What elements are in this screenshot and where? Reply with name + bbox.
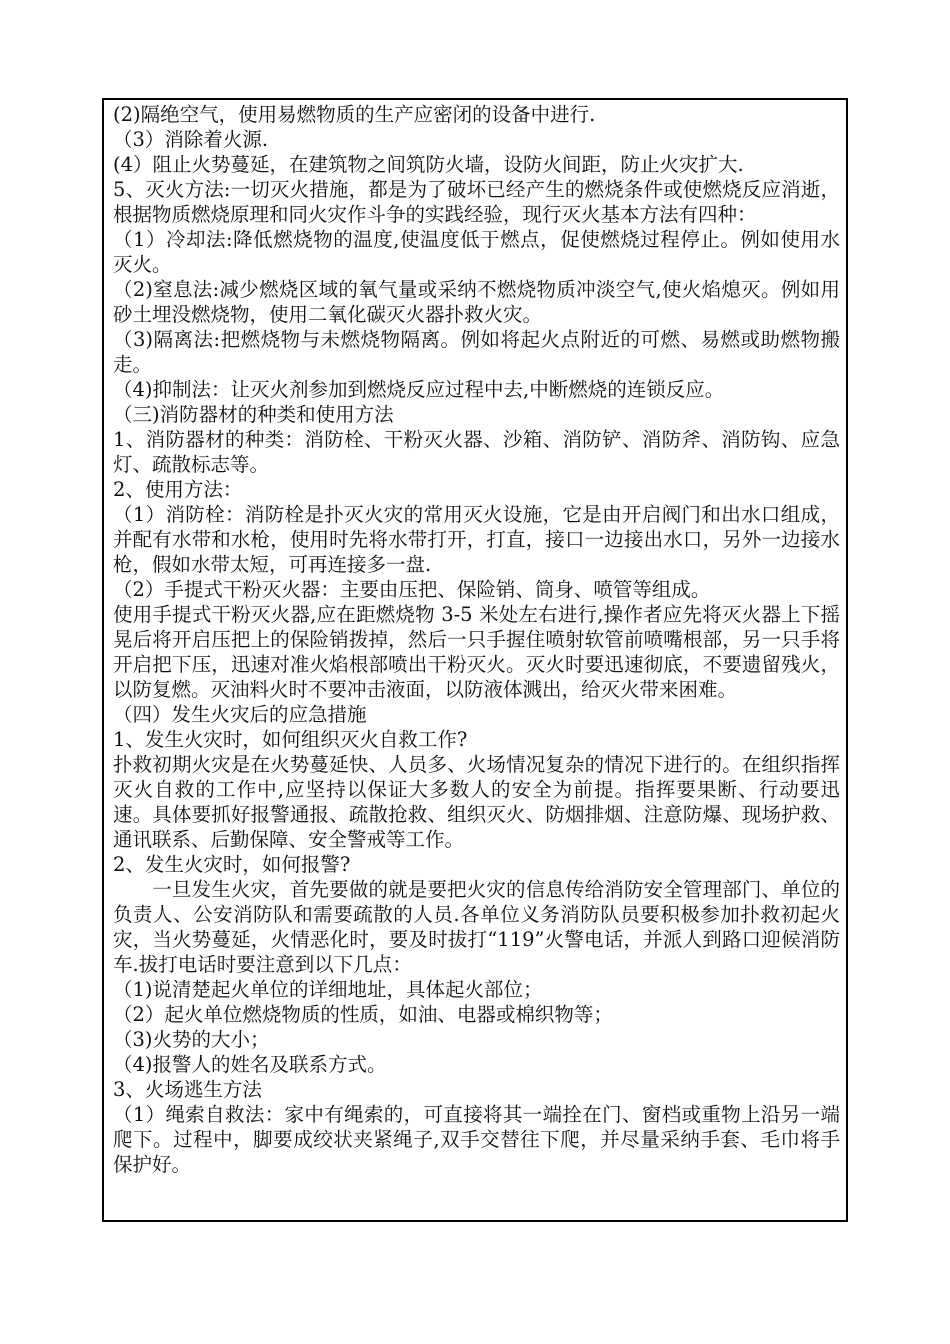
paragraph: (2)隔绝空气，使用易燃物质的生产应密闭的设备中进行. (113, 103, 596, 126)
paragraph: 3、火场逃生方法 (113, 1078, 262, 1101)
paragraph: （1）消防栓：消防栓是扑灭火灾的常用灭火设施，它是由开启阀门和出水口组成，并配有水带和水枪，使用时先将水带打开，打直，接口一边接出水口，另外一边接水枪，假如水带太短，可再连接多一盘. (113, 503, 840, 576)
document-frame (102, 98, 848, 1222)
paragraph: 5、灭火方法:一切灭火措施，都是为了破坏已经产生的燃烧条件或使燃烧反应消逝，根据物质燃烧原理和同火灾作斗争的实践经验，现行灭火基本方法有四种： (113, 178, 840, 226)
paragraph: 使用手提式干粉灭火器,应在距燃烧物 3-5 米处左右进行,操作者应先将灭火器上下摇晃后将开启压把上的保险销拨掉，然后一只手握住喷射软管前喷嘴根部，另一只手将开启把下压，迅速对准火焰根部喷出干粉灭火。灭火时要迅速彻底，不要遗留残火，以防复燃。灭油料火时不要冲击液面，以防液体溅出，给灭火带来困难。 (113, 603, 840, 701)
paragraph: 2、发生火灾时，如何报警? (113, 853, 351, 876)
paragraph: （1）绳索自救法：家中有绳索的，可直接将其一端拴在门、窗档或重物上沿另一端爬下。过程中，脚要成绞状夹紧绳子,双手交替往下爬，并尽量采纳手套、毛巾将手保护好。 (113, 1103, 840, 1176)
section-heading: （四）发生火灾后的应急措施 (113, 703, 367, 726)
paragraph: （1)说清楚起火单位的详细地址，具体起火部位； (113, 978, 543, 1001)
paragraph: （3)隔离法:把燃烧物与未燃烧物隔离。例如将起火点附近的可燃、易燃或助燃物搬走。 (113, 328, 840, 376)
paragraph: （3)火势的大小； (113, 1028, 270, 1051)
paragraph: （4)报警人的姓名及联系方式。 (113, 1053, 387, 1076)
paragraph: 1、消防器材的种类：消防栓、干粉灭火器、沙箱、消防铲、消防斧、消防钩、应急灯、疏散标志等。 (113, 428, 840, 476)
paragraph: 2、使用方法： (113, 478, 243, 501)
paragraph: （2）起火单位燃烧物质的性质，如油、电器或棉织物等； (113, 1003, 613, 1026)
paragraph: 1、发生火灾时，如何组织灭火自救工作? (113, 728, 468, 751)
paragraph: （1）冷却法:降低燃烧物的温度,使温度低于燃点，促使燃烧过程停止。例如使用水灭火。 (113, 228, 840, 276)
paragraph: 一旦发生火灾，首先要做的就是要把火灾的信息传给消防安全管理部门、单位的负责人、公安消防队和需要疏散的人员.各单位义务消防队员要积极参加扑救初起火灾，当火势蔓延，火情恶化时，要及时拔打“119”火警电话，并派人到路口迎候消防车.拔打电话时要注意到以下几点： (113, 878, 840, 976)
section-heading: （三)消防器材的种类和使用方法 (113, 403, 394, 426)
paragraph: （4)抑制法：让灭火剂参加到燃烧反应过程中去,中断燃烧的连锁反应。 (113, 378, 725, 401)
paragraph: (4）阻止火势蔓延，在建筑物之间筑防火墙，设防火间距，防止火灾扩大. (113, 153, 744, 176)
paragraph: 扑救初期火灾是在火势蔓延快、人员多、火场情况复杂的情况下进行的。在组织指挥灭火自救的工作中,应坚持以保证大多数人的安全为前提。指挥要果断、行动要迅速。具体要抓好报警通报、疏散抢救、组织灭火、防烟排烟、注意防爆、现场护救、通讯联系、后勤保障、安全警戒等工作。 (113, 753, 840, 851)
paragraph: （3）消除着火源. (113, 128, 269, 151)
paragraph: （2)窒息法:减少燃烧区域的氧气量或采纳不燃烧物质冲淡空气,使火焰熄灭。例如用砂土埋没燃烧物，使用二氧化碳灭火器扑救火灾。 (113, 278, 840, 326)
paragraph: （2）手提式干粉灭火器：主要由压把、保险销、筒身、喷管等组成。 (113, 578, 711, 601)
